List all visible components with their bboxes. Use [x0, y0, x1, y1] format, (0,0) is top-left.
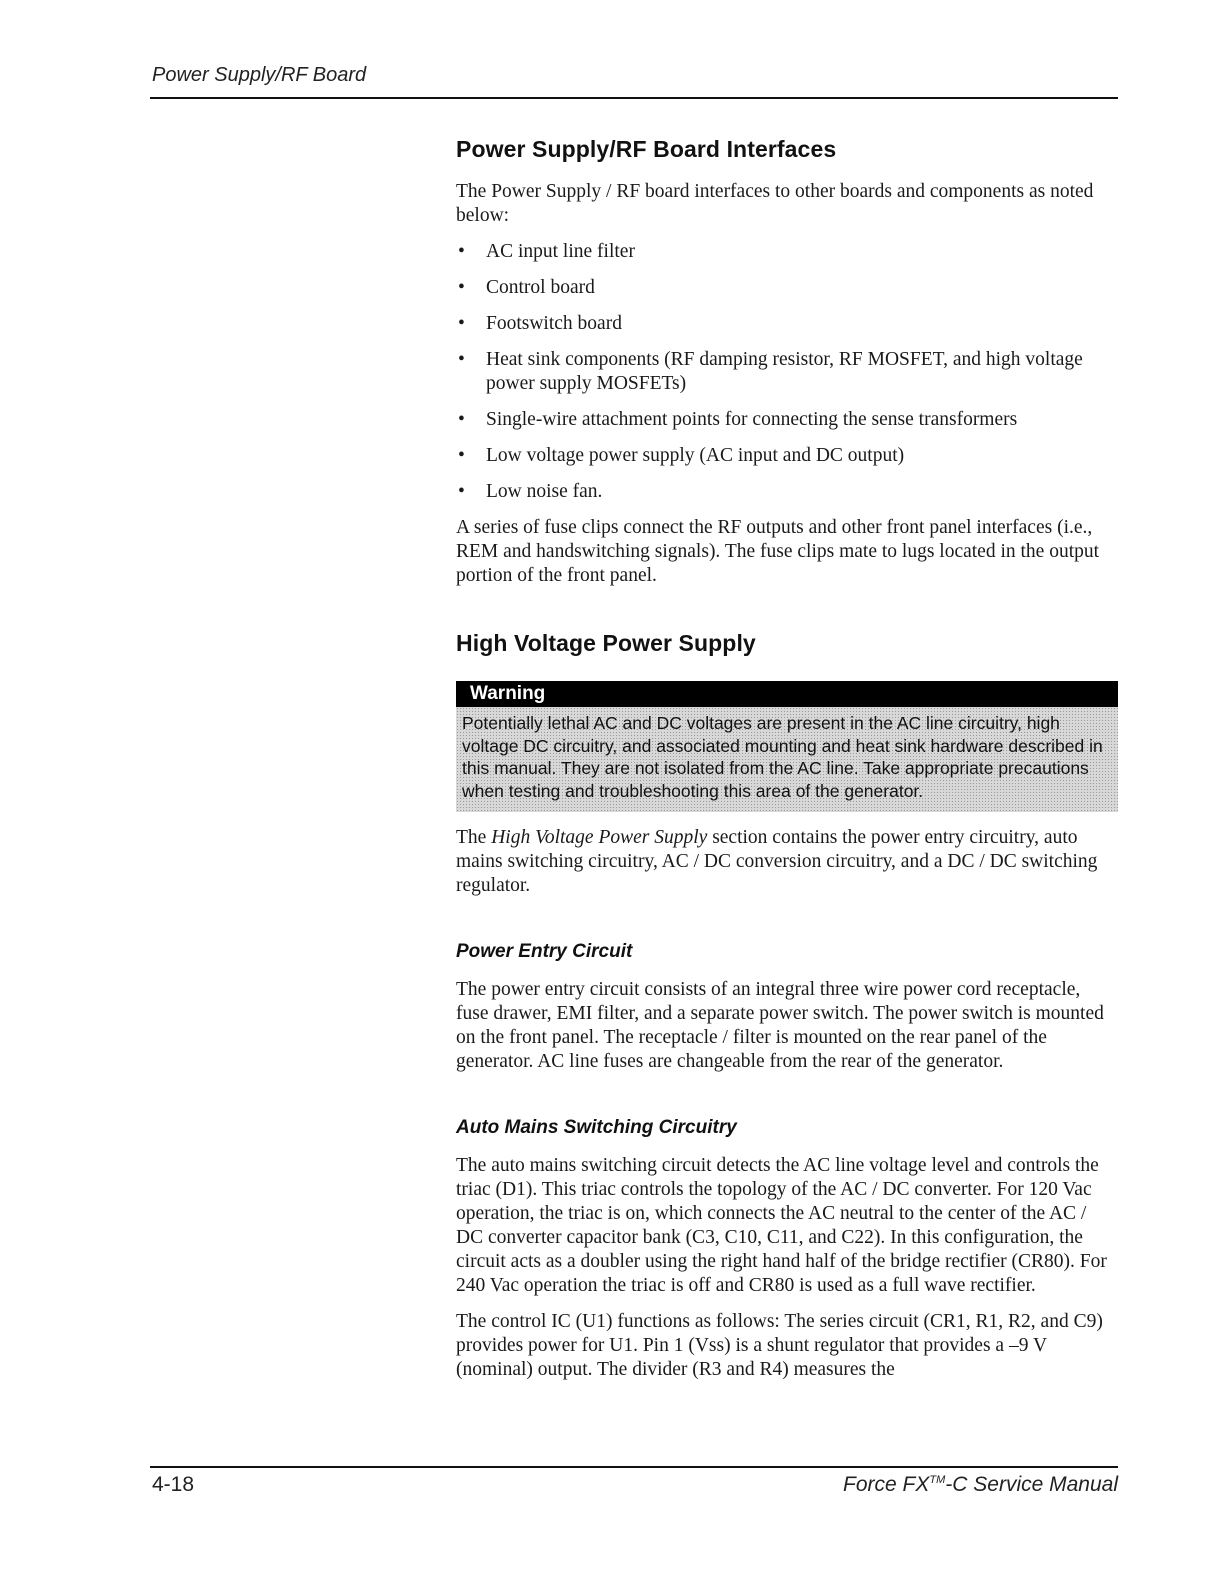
header-rule — [150, 97, 1118, 99]
interfaces-list — [456, 240, 1116, 504]
interfaces-intro: The Power Supply / RF board interfaces to other boards and components as noted below: — [456, 181, 1094, 226]
page-number: 4-18 — [152, 1473, 195, 1496]
subsection-heading-power-entry: Power Entry Circuit — [456, 941, 633, 962]
section-heading-interfaces: Power Supply/RF Board Interfaces — [456, 136, 837, 162]
list-item: • Single-wire attachment points for connecting the sense transformers — [458, 409, 1018, 430]
list-item: • Low noise fan. — [458, 481, 603, 502]
interfaces-closing: A series of fuse clips connect the RF outputs and other front panel interfaces (i.e., REM and handswitching signals). The fuse clips mate to lugs located in the output portion of the front panel. — [456, 517, 1100, 586]
main-content — [456, 136, 1116, 1382]
warning-label: Warning — [456, 681, 1118, 707]
warning-box — [456, 681, 1118, 812]
subsection-heading-auto-mains: Auto Mains Switching Circuitry — [456, 1117, 737, 1138]
auto-mains-body-1: The auto mains switching circuit detects the AC line voltage level and controls the triac (D1). This triac controls the topology of the AC / DC converter. For 120 Vac operation, the triac is on, which connects the AC neutral to the center of the AC / DC converter capacitor bank (C3, C10, C11, and C22). In this configuration, the circuit acts as a doubler using the right hand half of the bridge rectifier (CR80). For 240 Vac operation the triac is off and CR80 is used as a full wave rectifier. — [456, 1155, 1107, 1296]
manual-title: Force FX™-C Service Manual — [843, 1473, 1118, 1496]
section-heading-hvps: High Voltage Power Supply — [456, 630, 756, 656]
power-entry-body: The power entry circuit consists of an integral three wire power cord receptacle, fuse drawer, EMI filter, and a separate power switch. The power switch is mounted on the front panel. The receptacle / filter is mounted on the rear panel of the generator. AC line fuses are changeable from the rear of the generator. — [456, 979, 1104, 1072]
hvps-intro-italic: High Voltage Power Supply — [491, 827, 708, 848]
running-header: Power Supply/RF Board — [152, 64, 367, 86]
list-item: • AC input line filter — [458, 241, 635, 262]
list-item: • Control board — [458, 277, 595, 298]
footer-rule — [150, 1466, 1118, 1468]
auto-mains-body-2: The control IC (U1) functions as follows: The series circuit (CR1, R1, R2, and C9) provides power for U1. Pin 1 (Vss) is a shunt regulator that provides a –9 V (nominal) output. The divider (R3 and R4) measures the — [456, 1311, 1103, 1380]
warning-text: Potentially lethal AC and DC voltages are present in the AC line circuitry, high voltage DC circuitry, and associated mounting and heat sink hardware described in this manual. They are not isolated from the AC line. Take appropriate precautions when testing and troubleshooting this area of the generator. — [456, 707, 1118, 812]
list-item: • Footswitch board — [458, 313, 622, 334]
list-item: • Heat sink components (RF damping resistor, RF MOSFET, and high voltage power supply MOSFETs) — [458, 349, 1083, 394]
hvps-intro: The High Voltage Power Supply section contains the power entry circuitry, auto mains switching circuitry, AC / DC conversion circuitry, and a DC / DC switching regulator. — [456, 827, 1098, 896]
list-item: • Low voltage power supply (AC input and DC output) — [458, 445, 905, 466]
